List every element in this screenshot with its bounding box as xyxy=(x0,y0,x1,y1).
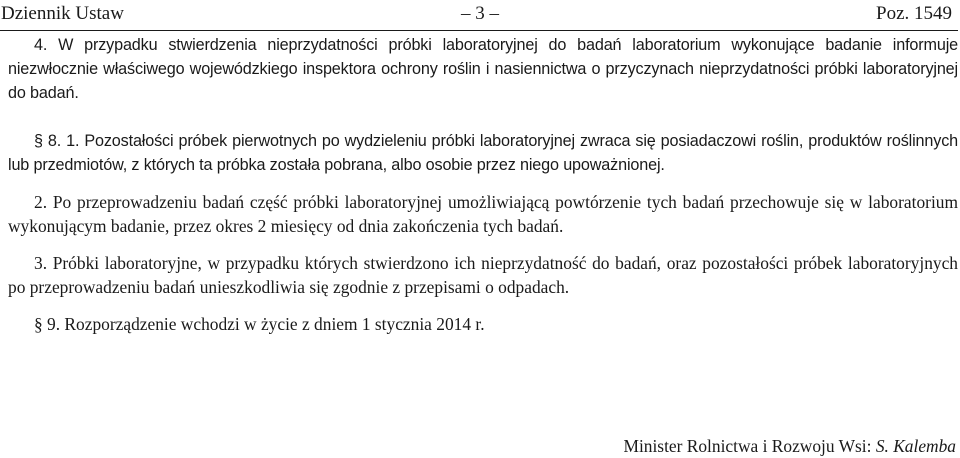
spacer xyxy=(8,238,958,251)
paragraph-4: 4. W przypadku stwierdzenia nieprzydatności próbki laboratoryjnej do badań laboratorium wykonujące badanie informuje niezwłocznie właściwego wojewódzkiego inspektora ochrony roślin i nasiennictwa o przyczynach nieprzydatności próbki laboratoryjnej do badań. xyxy=(8,36,958,102)
signature-block xyxy=(623,434,956,458)
page-number: – 3 – xyxy=(461,3,499,24)
spacer xyxy=(8,105,958,129)
signatory-title: Minister Rolnictwa i Rozwoju Wsi: xyxy=(623,436,872,456)
section-8-paragraph-1: § 8. 1. Pozostałości próbek pierwotnych po wydzieleniu próbki laboratoryjnej zwraca się posiadaczowi roślin, produktów roślinnych lub przedmiotów, z których ta próbka została pobrana, albo osobie przez niego upoważnionej. xyxy=(8,132,958,174)
item-number: Poz. 1549 xyxy=(876,3,952,24)
section-8-paragraph-3: 3. Próbki laboratoryjne, w przypadku których stwierdzono ich nieprzydatność do badań, oraz pozostałości próbek laboratoryjnych po przeprowadzeniu badań unieszkodliwia się zgodnie z przepisami o odpadach. xyxy=(8,253,958,297)
spacer xyxy=(8,177,958,190)
section-8-paragraph-2: 2. Po przeprowadzeniu badań część próbki laboratoryjnej umożliwiającą powtórzenie tych badań przechowuje się w laboratorium wykonującym badanie, przez okres 2 miesięcy od dnia zakończenia tych badań. xyxy=(8,192,958,236)
signatory-name: S. Kalemba xyxy=(875,436,956,456)
spacer xyxy=(8,299,958,312)
page-header xyxy=(0,0,958,31)
document-body xyxy=(8,33,958,336)
section-9: § 9. Rozporządzenie wchodzi w życie z dniem 1 stycznia 2014 r. xyxy=(34,314,485,334)
journal-title: Dziennik Ustaw xyxy=(1,3,124,24)
